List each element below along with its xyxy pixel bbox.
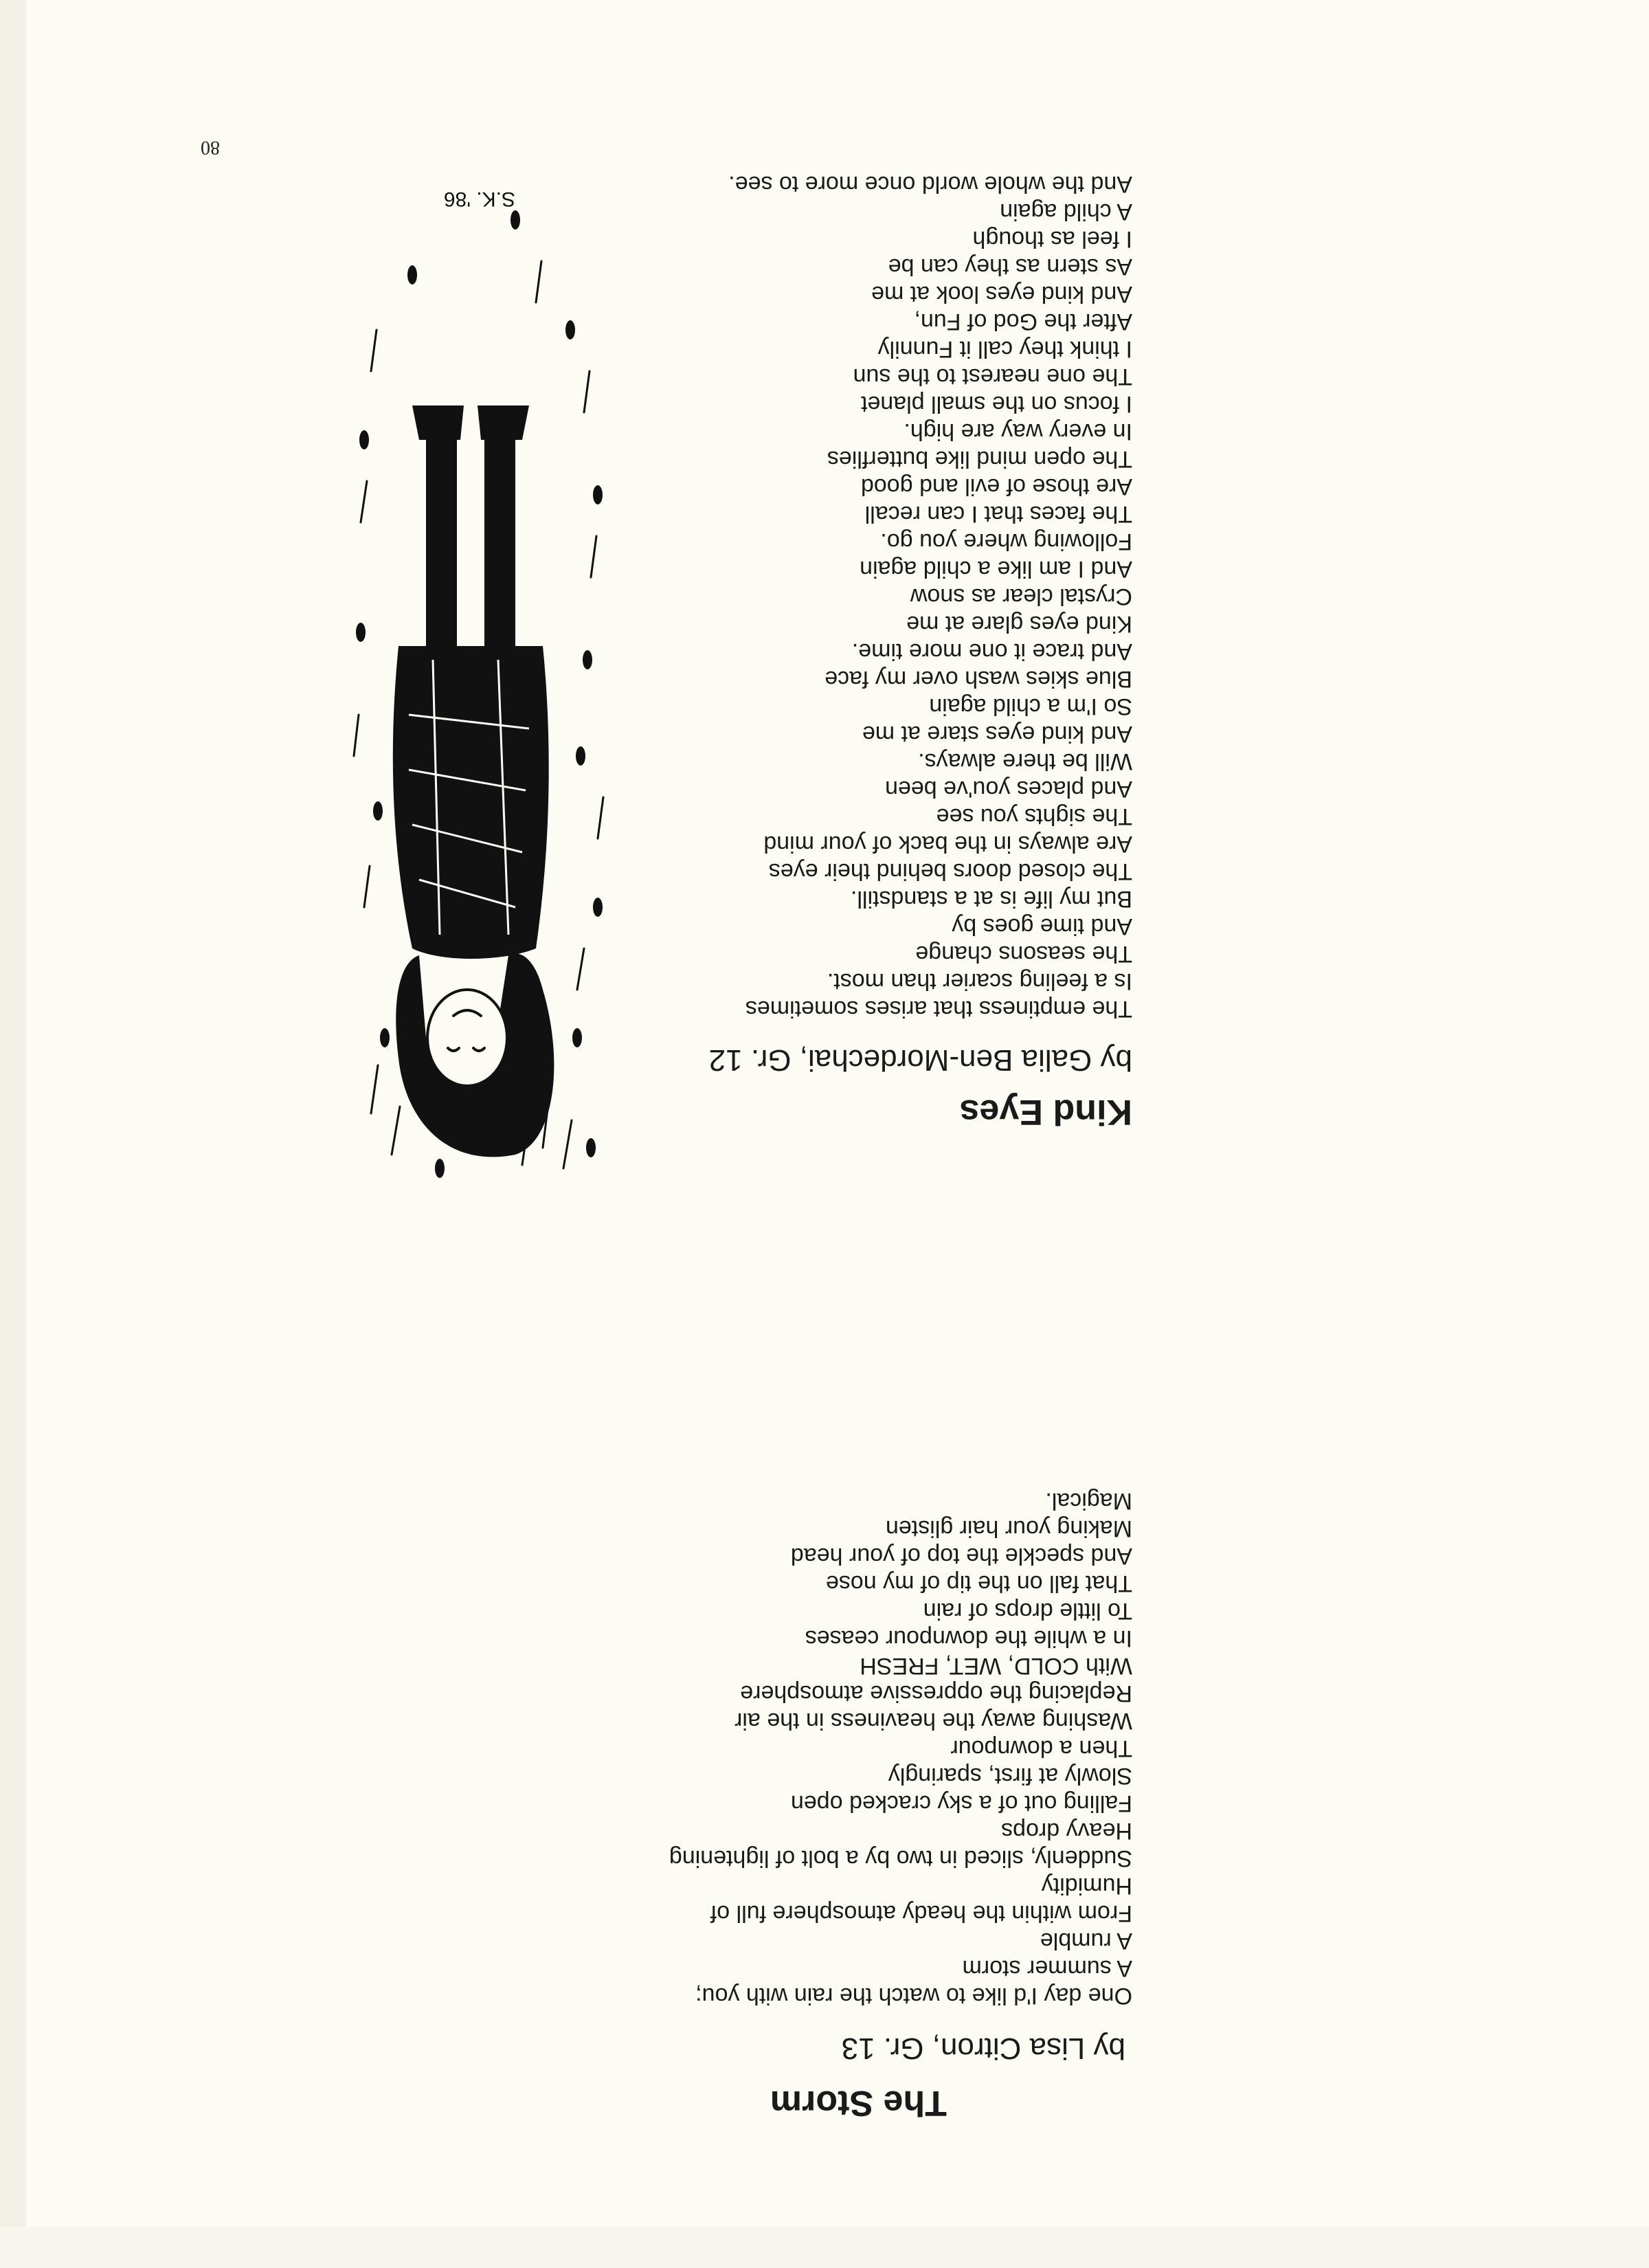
poem-line: Humidity bbox=[1041, 1873, 1132, 1899]
poem-line: Replacing the oppressive atmosphere bbox=[740, 1680, 1132, 1706]
poem-line: The emptiness that arises sometimes bbox=[745, 996, 1132, 1022]
poem-line: After the God of Fun, bbox=[914, 309, 1132, 335]
page-number: 80 bbox=[201, 137, 220, 158]
poem-line: Then a downpour bbox=[950, 1735, 1132, 1761]
poem-line: In a while the downpour ceases bbox=[805, 1625, 1132, 1652]
poem-line: One day I'd like to watch the rain with you; bbox=[695, 1983, 1132, 2009]
artist-signature: S.K. '86 bbox=[443, 188, 515, 210]
poem-line: Are always in the back of your mind bbox=[763, 831, 1132, 857]
poem-line: The sights you see bbox=[936, 803, 1132, 830]
poem-line: With COLD, WET, FRESH bbox=[860, 1653, 1132, 1679]
poem-line: Falling out of a sky cracked open bbox=[790, 1790, 1132, 1816]
poem-line: From within the heady atmosphere full of bbox=[710, 1900, 1132, 1926]
poem-line: The open mind like butterflies bbox=[827, 446, 1132, 472]
poem-line: The closed doors behind their eyes bbox=[768, 858, 1132, 885]
poem-line: So I'm a child again bbox=[929, 693, 1132, 720]
illustration-drawing bbox=[344, 179, 618, 1196]
poem-line: That fall on the tip of my nose bbox=[825, 1570, 1132, 1597]
poem-line: And trace it one more time. bbox=[851, 638, 1132, 665]
poem-body-the-storm bbox=[669, 1487, 1132, 2010]
poem-line: I think they call it Funnily bbox=[877, 336, 1132, 362]
poem-line: The one nearest to the sun bbox=[853, 364, 1132, 390]
poem-line: Suddenly, sliced in two by a bolt of lightening bbox=[669, 1845, 1132, 1871]
poem-line: A summer storm bbox=[962, 1955, 1132, 1981]
poem-line: But my life is at a standstill. bbox=[850, 886, 1132, 912]
rain-girl-illustration bbox=[344, 179, 618, 1196]
poem-line: Magical. bbox=[1045, 1488, 1132, 1514]
poem-line: And the whole world once more to see. bbox=[728, 171, 1132, 197]
poem-line: Washing away the heaviness in the air bbox=[734, 1708, 1132, 1734]
poem-line: Will be there always. bbox=[918, 748, 1132, 775]
poem-line: A rumble bbox=[1040, 1928, 1132, 1954]
poem-line: Following where you go. bbox=[880, 529, 1132, 555]
poem-line: Blue skies wash over my face bbox=[824, 666, 1132, 692]
poem-line: A child again bbox=[1000, 199, 1132, 225]
poem-line: Is a feeling scarier than most. bbox=[827, 968, 1132, 994]
poem-line: And time goes by bbox=[952, 913, 1132, 940]
poem-line: In every way are high. bbox=[904, 419, 1132, 445]
poem-line: And speckle the top of your head bbox=[790, 1543, 1132, 1569]
poem-line: To little drops of rain bbox=[923, 1598, 1132, 1624]
poem-line: And I am like a child again bbox=[860, 556, 1132, 582]
poem-body-kind-eyes bbox=[728, 170, 1132, 1023]
poem-line: And kind eyes stare at me bbox=[862, 721, 1132, 747]
poem-line: And kind eyes look at me bbox=[871, 281, 1132, 307]
poem-line: Crystal clear as snow bbox=[910, 583, 1132, 610]
poem-title-kind-eyes: Kind Eyes bbox=[959, 1092, 1132, 1132]
poem-line: I focus on the small planet bbox=[860, 391, 1132, 417]
poem-byline-the-storm: by Lisa Citron, Gr. 13 bbox=[841, 2032, 1125, 2065]
poem-line: Making your hair glisten bbox=[885, 1515, 1132, 1542]
poem-line: I feel as though bbox=[972, 226, 1132, 252]
poem-line: Kind eyes glare at me bbox=[906, 611, 1132, 637]
poem-line: And places you've been bbox=[885, 776, 1132, 802]
poem-line: As stern as they can be bbox=[888, 254, 1132, 280]
poem-line: Are those of evil and good bbox=[860, 474, 1132, 500]
poem-byline-kind-eyes: by Galia Ben-Mordechai, Gr. 12 bbox=[708, 1043, 1132, 1077]
poem-line: The faces that I can recall bbox=[864, 501, 1132, 527]
poem-line: Slowly at first, sparingly bbox=[888, 1763, 1132, 1789]
poem-line: Heavy drops bbox=[1001, 1818, 1132, 1844]
poem-title-the-storm: The Storm bbox=[770, 2083, 947, 2123]
poem-line: The seasons change bbox=[915, 941, 1132, 967]
